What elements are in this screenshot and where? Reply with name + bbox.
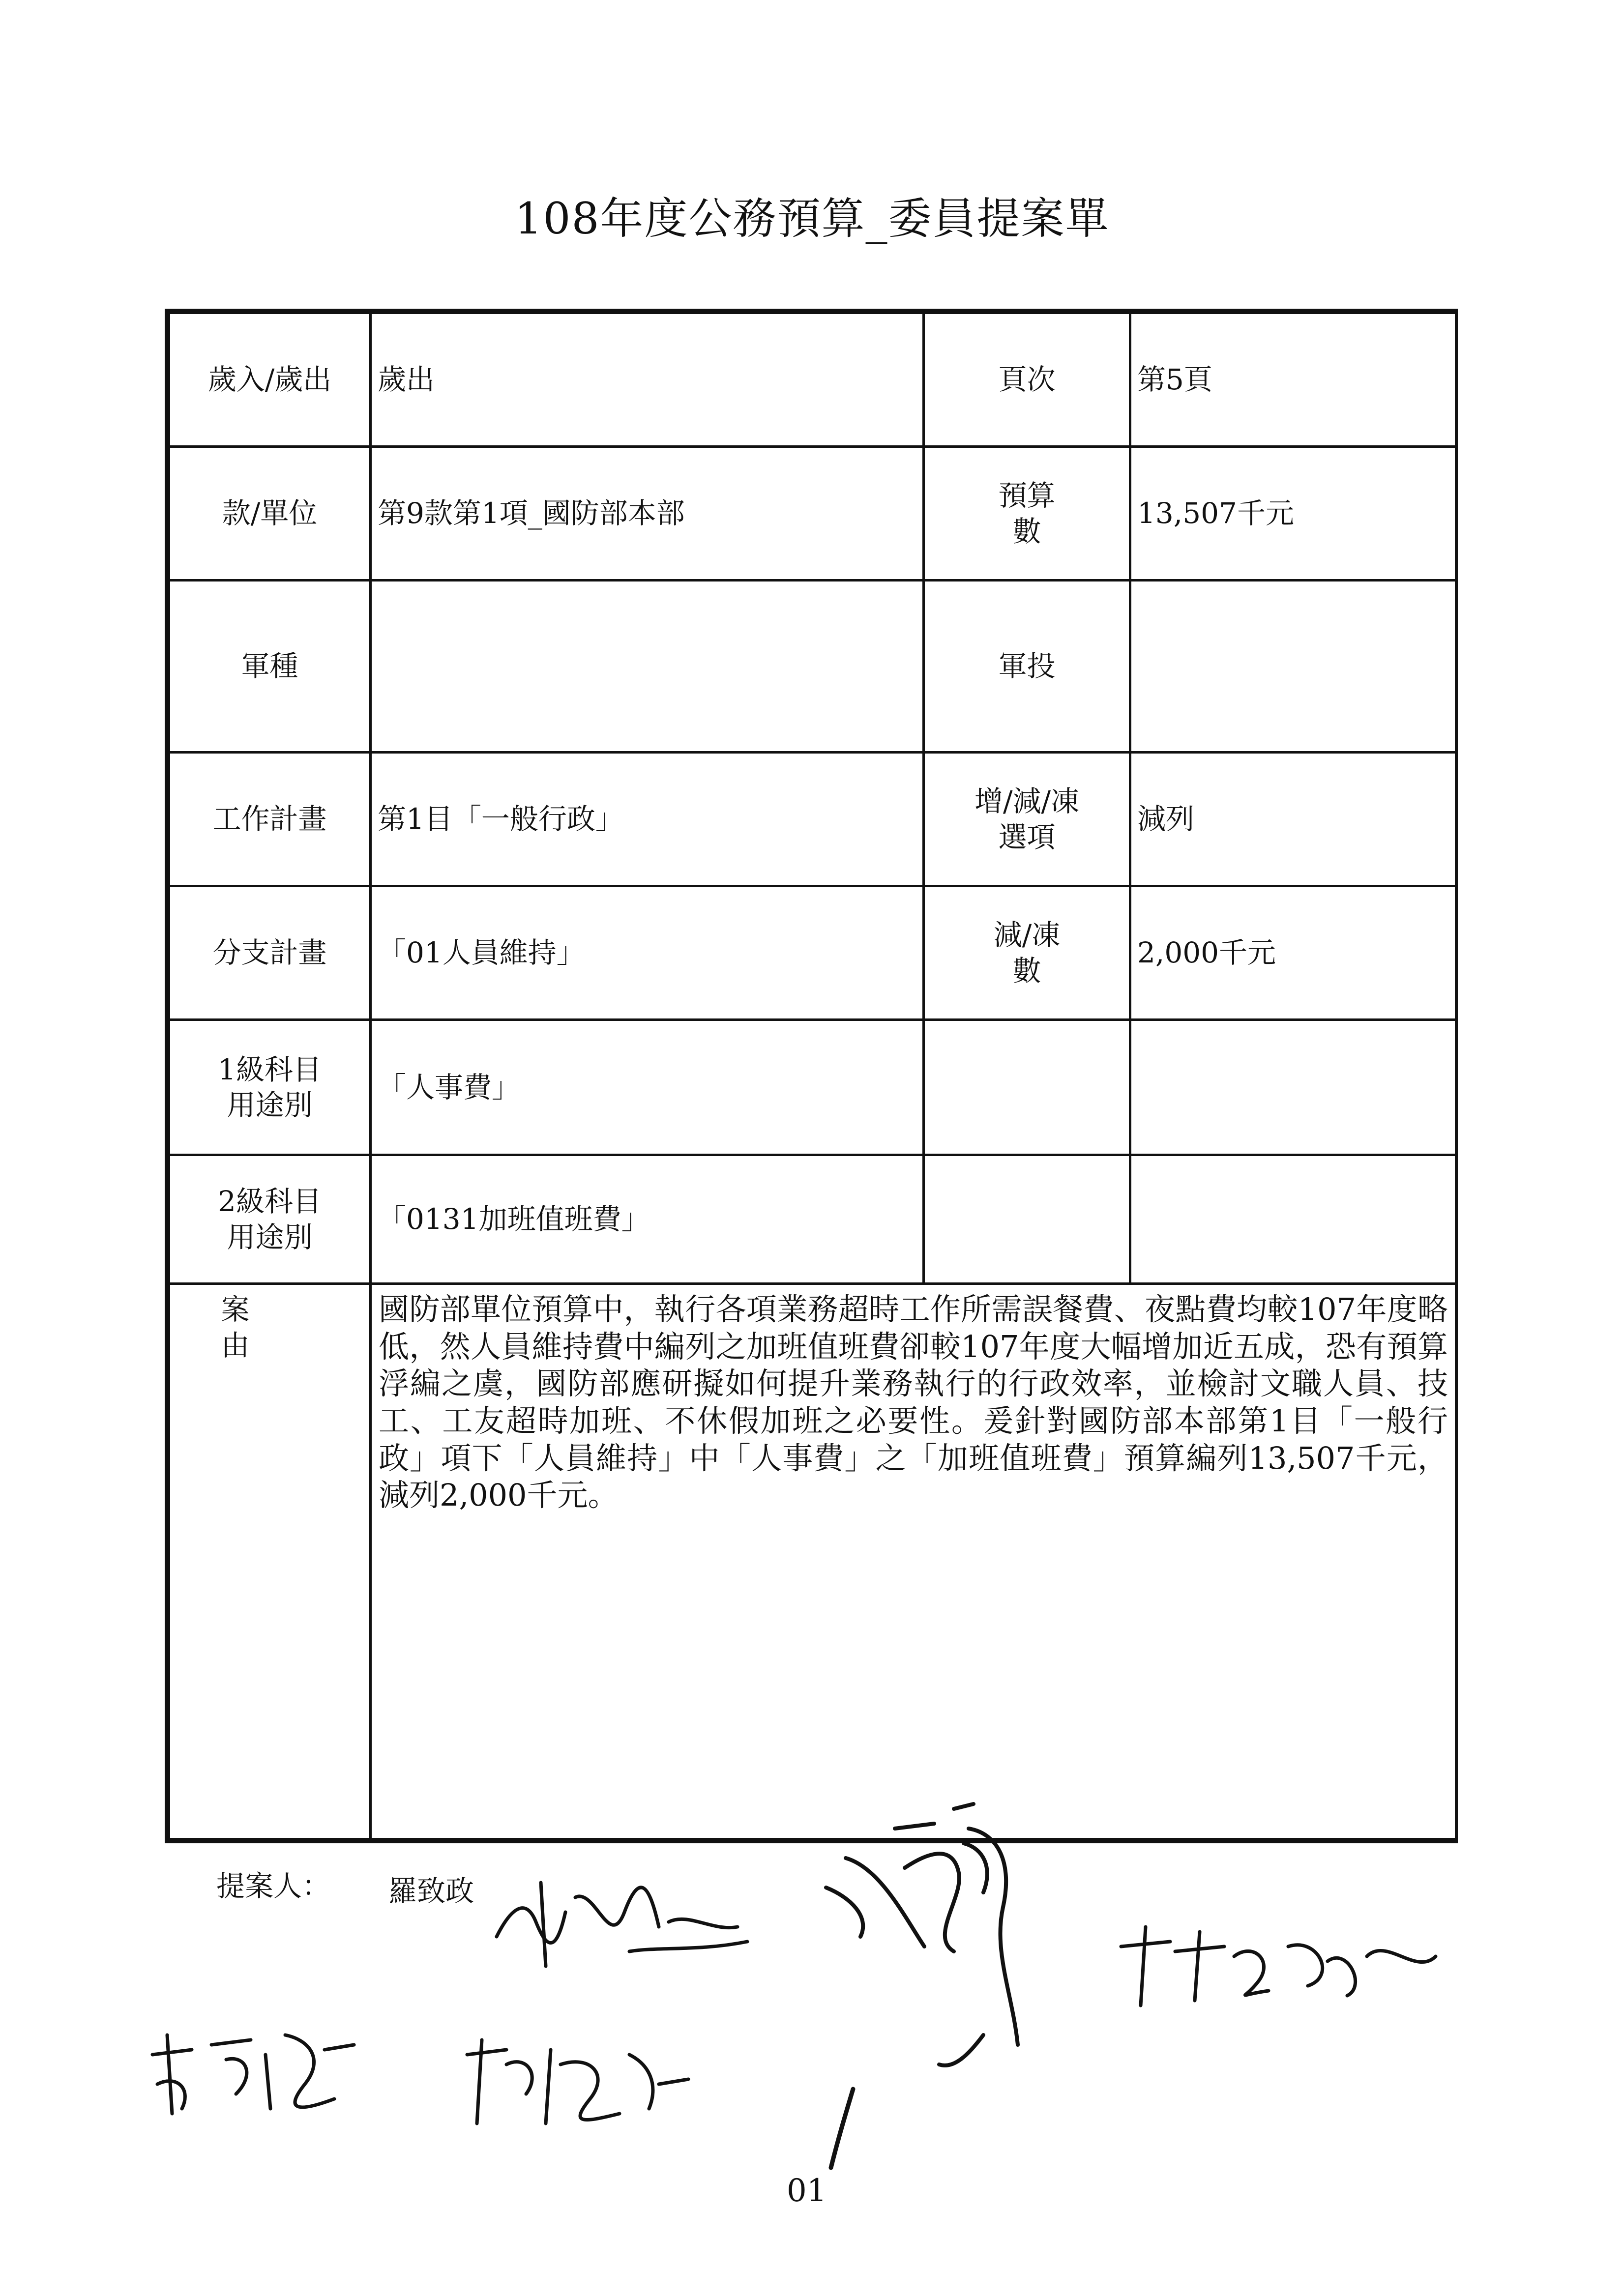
field-value-branch-plan: 「01人員維持」 [371, 886, 924, 1020]
field-value-level1-item: 「人事費」 [371, 1020, 924, 1155]
field-label-level1-item: 1級科目 用途別 [169, 1020, 371, 1155]
table-row [169, 313, 1456, 447]
signature-1 [482, 1853, 757, 1981]
field-label-action-option: 增/減/凍 選項 [924, 753, 1130, 886]
page-number-stroke [811, 2079, 870, 2178]
field-label-budget-amount: 預算 數 [924, 447, 1130, 581]
field-value-income-expense: 歲出 [371, 313, 924, 447]
field-label-income-expense: 歲入/歲出 [169, 313, 371, 447]
table-row [169, 447, 1456, 581]
page-number: 01 [787, 2173, 827, 2209]
field-value-reduction-amount: 2,000千元 [1130, 886, 1456, 1020]
field-value-unit: 第9款第1項_國防部本部 [371, 447, 924, 581]
signature-4 [138, 2015, 364, 2128]
proposer-name: 羅致政 [388, 1874, 474, 1908]
field-value-empty-1 [1130, 1020, 1456, 1155]
reason-text: 國防部單位預算中，執行各項業務超時工作所需誤餐費、夜點費均較107年度略低，然人員維持費中編列之加班值班費卻較107年度大幅增加近五成，恐有預算浮編之虞，國防部應研擬如何提升業務執行的行政效率，並檢討文職人員、技工、工友超時加班、不休假加班之必要性。爰針對國防部本部第1目「一般行政」項下「人員維持」中「人事費」之「加班值班費」預算編列13,507千元，減列2,000千元。 [371, 1284, 1456, 1839]
table-row [169, 1284, 1456, 1839]
field-label-military-investment: 軍投 [924, 581, 1130, 753]
field-label-work-plan: 工作計畫 [169, 753, 371, 886]
signature-3 [1111, 1917, 1455, 2015]
field-label-empty-2 [924, 1155, 1130, 1284]
table-row [169, 1155, 1456, 1284]
field-value-work-plan: 第1目「一般行政」 [371, 753, 924, 886]
page-title: 108年度公務預算_委員提案單 [514, 193, 1110, 244]
field-value-level2-item: 「0131加班值班費」 [371, 1155, 924, 1284]
proposal-table [168, 312, 1457, 1840]
field-value-empty-2 [1130, 1155, 1456, 1284]
field-value-budget-amount: 13,507千元 [1130, 447, 1456, 581]
table-row [169, 886, 1456, 1020]
proposal-form [165, 309, 1458, 1843]
proposer-label: 提案人： [216, 1869, 331, 1903]
signature-5 [452, 2025, 698, 2138]
field-label-level2-item: 2級科目 用途別 [169, 1155, 371, 1284]
field-value-action-option: 減列 [1130, 753, 1456, 886]
field-value-service [371, 581, 924, 753]
reason-label: 案由 [169, 1284, 371, 1839]
field-label-unit: 款/單位 [169, 447, 371, 581]
field-label-service: 軍種 [169, 581, 371, 753]
signature-2 [806, 1789, 1082, 2123]
field-label-empty-1 [924, 1020, 1130, 1155]
table-row [169, 1020, 1456, 1155]
field-label-branch-plan: 分支計畫 [169, 886, 371, 1020]
table-row [169, 753, 1456, 886]
table-row [169, 581, 1456, 753]
field-value-page: 第5頁 [1130, 313, 1456, 447]
field-label-reduction-amount: 減/凍 數 [924, 886, 1130, 1020]
field-value-military-investment [1130, 581, 1456, 753]
field-label-page: 頁次 [924, 313, 1130, 447]
